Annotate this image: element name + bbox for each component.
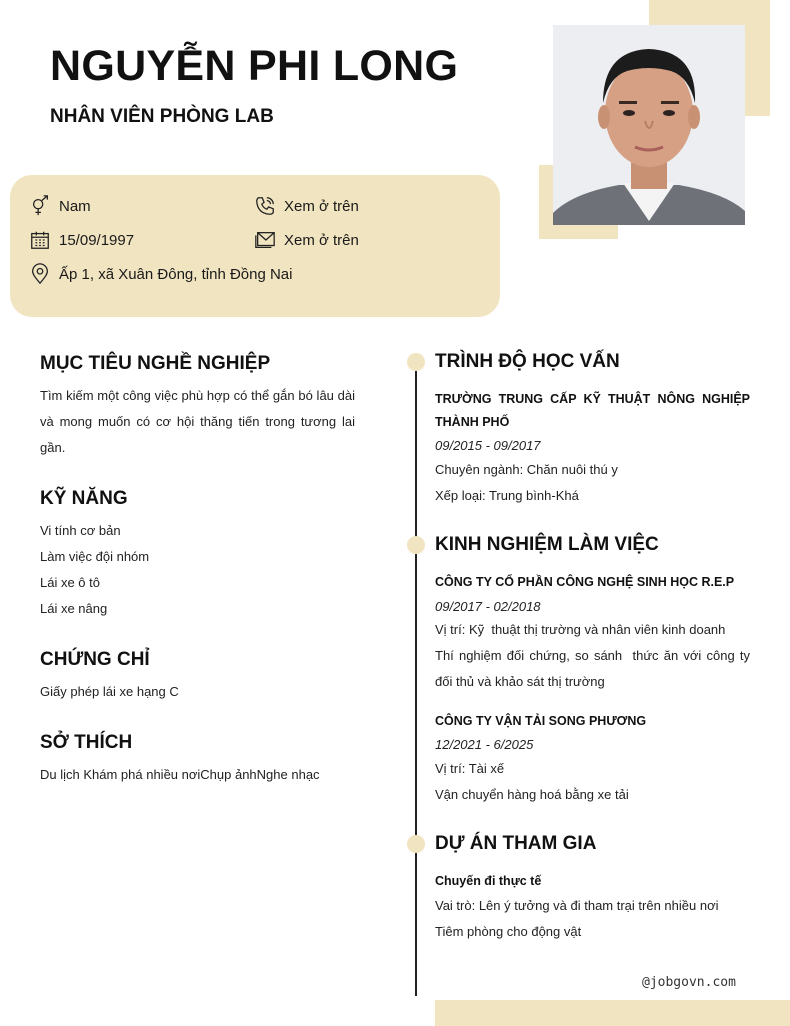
timeline-dot bbox=[407, 536, 425, 554]
education-period: 09/2015 - 09/2017 bbox=[435, 438, 541, 453]
education-major: Chuyên ngành: Chăn nuôi thú y bbox=[435, 462, 618, 477]
experience-period: 09/2017 - 02/2018 bbox=[435, 599, 541, 614]
certificates-heading: CHỨNG CHỈ bbox=[40, 649, 150, 670]
certificate-item: Giấy phép lái xe hạng C bbox=[40, 684, 179, 699]
contact-address bbox=[29, 263, 292, 285]
experience-position: Vị trí: Tài xế bbox=[435, 761, 505, 776]
location-pin-icon bbox=[29, 263, 51, 285]
experience-period: 12/2021 - 6/2025 bbox=[435, 737, 534, 752]
skill-item: Vi tính cơ bản bbox=[40, 523, 121, 538]
gender-text: Nam bbox=[59, 197, 91, 215]
contact-phone bbox=[254, 195, 359, 217]
timeline-line bbox=[415, 355, 417, 996]
experience-position: Vị trí: Kỹ thuật thị trường và nhân viên kinh doanh bbox=[435, 622, 726, 637]
experience-description: Thí nghiệm đối chứng, so sánh thức ăn với công ty đối thủ và khảo sát thị trường bbox=[435, 648, 754, 689]
experience-company: CÔNG TY CỔ PHẦN CÔNG NGHỆ SINH HỌC R.E.P bbox=[435, 575, 735, 589]
experience-company: CÔNG TY VẬN TẢI SONG PHƯƠNG bbox=[435, 714, 647, 728]
experience-heading: KINH NGHIỆM LÀM VIỆC bbox=[435, 534, 659, 555]
skill-item: Lái xe ô tô bbox=[40, 575, 100, 590]
objective-heading: MỤC TIÊU NGHỀ NGHIỆP bbox=[40, 353, 271, 374]
skill-item: Làm việc đội nhóm bbox=[40, 549, 150, 564]
candidate-name: NGUYỄN PHI LONG bbox=[50, 42, 459, 90]
birthdate-text: 15/09/1997 bbox=[59, 231, 135, 249]
contact-email bbox=[254, 229, 359, 251]
profile-photo bbox=[553, 25, 745, 225]
envelope-icon bbox=[254, 229, 276, 251]
projects-heading: DỰ ÁN THAM GIA bbox=[435, 833, 597, 854]
timeline-dot bbox=[407, 835, 425, 853]
skills-heading: KỸ NĂNG bbox=[40, 488, 128, 509]
education-school: TRƯỜNG TRUNG CẤP KỸ THUẬT NÔNG NGHIỆP THÀNH PHỐ bbox=[435, 392, 750, 429]
contact-gender bbox=[29, 195, 91, 217]
contact-info-box bbox=[10, 175, 500, 317]
address-text: Ấp 1, xã Xuân Đông, tỉnh Đồng Nai bbox=[59, 265, 293, 283]
experience-description: Vận chuyển hàng hoá bằng xe tải bbox=[435, 787, 629, 802]
education-heading: TRÌNH ĐỘ HỌC VẤN bbox=[435, 351, 620, 372]
gender-icon bbox=[29, 195, 51, 217]
phone-text: Xem ở trên bbox=[284, 197, 359, 215]
calendar-icon bbox=[29, 229, 51, 251]
project-description: Tiêm phòng cho động vật bbox=[435, 924, 582, 939]
watermark: @jobgovn.com bbox=[642, 975, 736, 990]
decor-block-bottom-right bbox=[435, 1000, 790, 1026]
education-grade: Xếp loại: Trung bình-Khá bbox=[435, 488, 579, 503]
phone-icon bbox=[254, 195, 276, 217]
objective-text: Tìm kiếm một công việc phù hợp có thể gắn bó lâu dài và mong muốn có cơ hội thăng tiến trong tương lai gần. bbox=[40, 388, 355, 455]
contact-birthdate bbox=[29, 229, 134, 251]
project-title: Chuyến đi thực tế bbox=[435, 874, 542, 888]
hobbies-text: Du lịch Khám phá nhiều nơiChụp ảnhNghe nhạc bbox=[40, 767, 320, 782]
hobbies-heading: SỞ THÍCH bbox=[40, 732, 133, 753]
skill-item: Lái xe nâng bbox=[40, 601, 108, 616]
email-text: Xem ở trên bbox=[284, 231, 359, 249]
candidate-job-title: NHÂN VIÊN PHÒNG LAB bbox=[50, 106, 274, 127]
project-role: Vai trò: Lên ý tưởng và đi tham trại trên nhiều nơi bbox=[435, 898, 719, 913]
timeline-dot bbox=[407, 353, 425, 371]
